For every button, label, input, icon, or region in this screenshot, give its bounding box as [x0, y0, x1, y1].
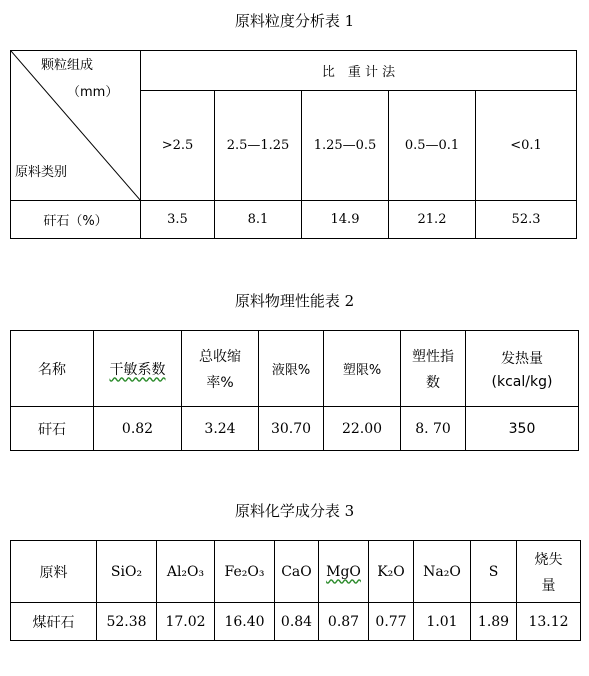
table-cell: 0.87	[319, 603, 369, 641]
table-cell: 8. 70	[401, 407, 466, 451]
row-label: 煤矸石	[11, 603, 97, 641]
header-dry-sensitivity	[94, 331, 182, 407]
unit-label: （mm）	[67, 85, 119, 100]
table1-title: 原料粒度分析表 1	[234, 12, 355, 30]
header-sio2: SiO₂	[97, 541, 157, 603]
header-line: 塑性指	[412, 348, 454, 365]
header-line: 发热量	[501, 350, 543, 367]
header-total-shrinkage	[182, 331, 259, 407]
table-cell: 3.5	[141, 201, 215, 239]
header-al2o3: Al₂O₃	[157, 541, 215, 603]
chemical-composition-table	[10, 540, 581, 641]
column-header: 1.25—0.5	[302, 91, 389, 201]
header-line: 数	[426, 374, 440, 391]
column-header: <0.1	[476, 91, 577, 201]
table-cell: 17.02	[157, 603, 215, 641]
table-cell: 16.40	[215, 603, 275, 641]
table3-title: 原料化学成分表 3	[234, 502, 355, 520]
header-line: 总收缩	[199, 348, 241, 365]
column-header: >2.5	[141, 91, 215, 201]
header-calorific-value	[466, 331, 579, 407]
table-cell: 0.84	[275, 603, 319, 641]
header-mgo	[319, 541, 369, 603]
header-cao: CaO	[275, 541, 319, 603]
header-plastic-limit: 塑限%	[324, 331, 401, 407]
table-cell: 8.1	[215, 201, 302, 239]
table-cell: 3.24	[182, 407, 259, 451]
table-cell: 1.89	[471, 603, 517, 641]
header-plasticity-index	[401, 331, 466, 407]
table-cell: 52.3	[476, 201, 577, 239]
table-cell: 350	[466, 407, 579, 451]
particle-composition-label: 颗粒组成	[41, 58, 94, 73]
table2-title: 原料物理性能表 2	[234, 292, 355, 310]
header-line: (kcal/kg)	[491, 373, 553, 390]
table-cell: 52.38	[97, 603, 157, 641]
header-fe2o3: Fe₂O₃	[215, 541, 275, 603]
row-label: 矸石	[11, 407, 94, 451]
group-header: 比 重 计 法	[141, 51, 577, 91]
header-line: 率%	[206, 374, 234, 391]
table-cell: 22.00	[324, 407, 401, 451]
header-s: S	[471, 541, 517, 603]
physical-properties-table	[10, 330, 579, 451]
table-cell: 21.2	[389, 201, 476, 239]
header-k2o: K₂O	[369, 541, 414, 603]
header-line: 量	[541, 577, 556, 594]
material-category-label: 原料类别	[15, 165, 68, 180]
table-cell: 0.77	[369, 603, 414, 641]
table-cell: 14.9	[302, 201, 389, 239]
header-material: 原料	[11, 541, 97, 603]
table-cell: 13.12	[517, 603, 581, 641]
table-cell: 0.82	[94, 407, 182, 451]
table-cell: 30.70	[259, 407, 324, 451]
header-loss-on-ignition	[517, 541, 581, 603]
row-label: 矸石（%）	[11, 201, 141, 239]
particle-size-table	[10, 50, 577, 239]
column-header: 2.5—1.25	[215, 91, 302, 201]
header-name: 名称	[11, 331, 94, 407]
table-cell: 1.01	[414, 603, 471, 641]
column-header: 0.5—0.1	[389, 91, 476, 201]
diagonal-header-cell	[11, 51, 141, 201]
mgo-label: MgO	[326, 563, 361, 580]
dry-sensitivity-label: 干敏系数	[109, 361, 166, 378]
header-na2o: Na₂O	[414, 541, 471, 603]
header-line: 烧失	[534, 551, 563, 568]
header-liquid-limit: 液限%	[259, 331, 324, 407]
